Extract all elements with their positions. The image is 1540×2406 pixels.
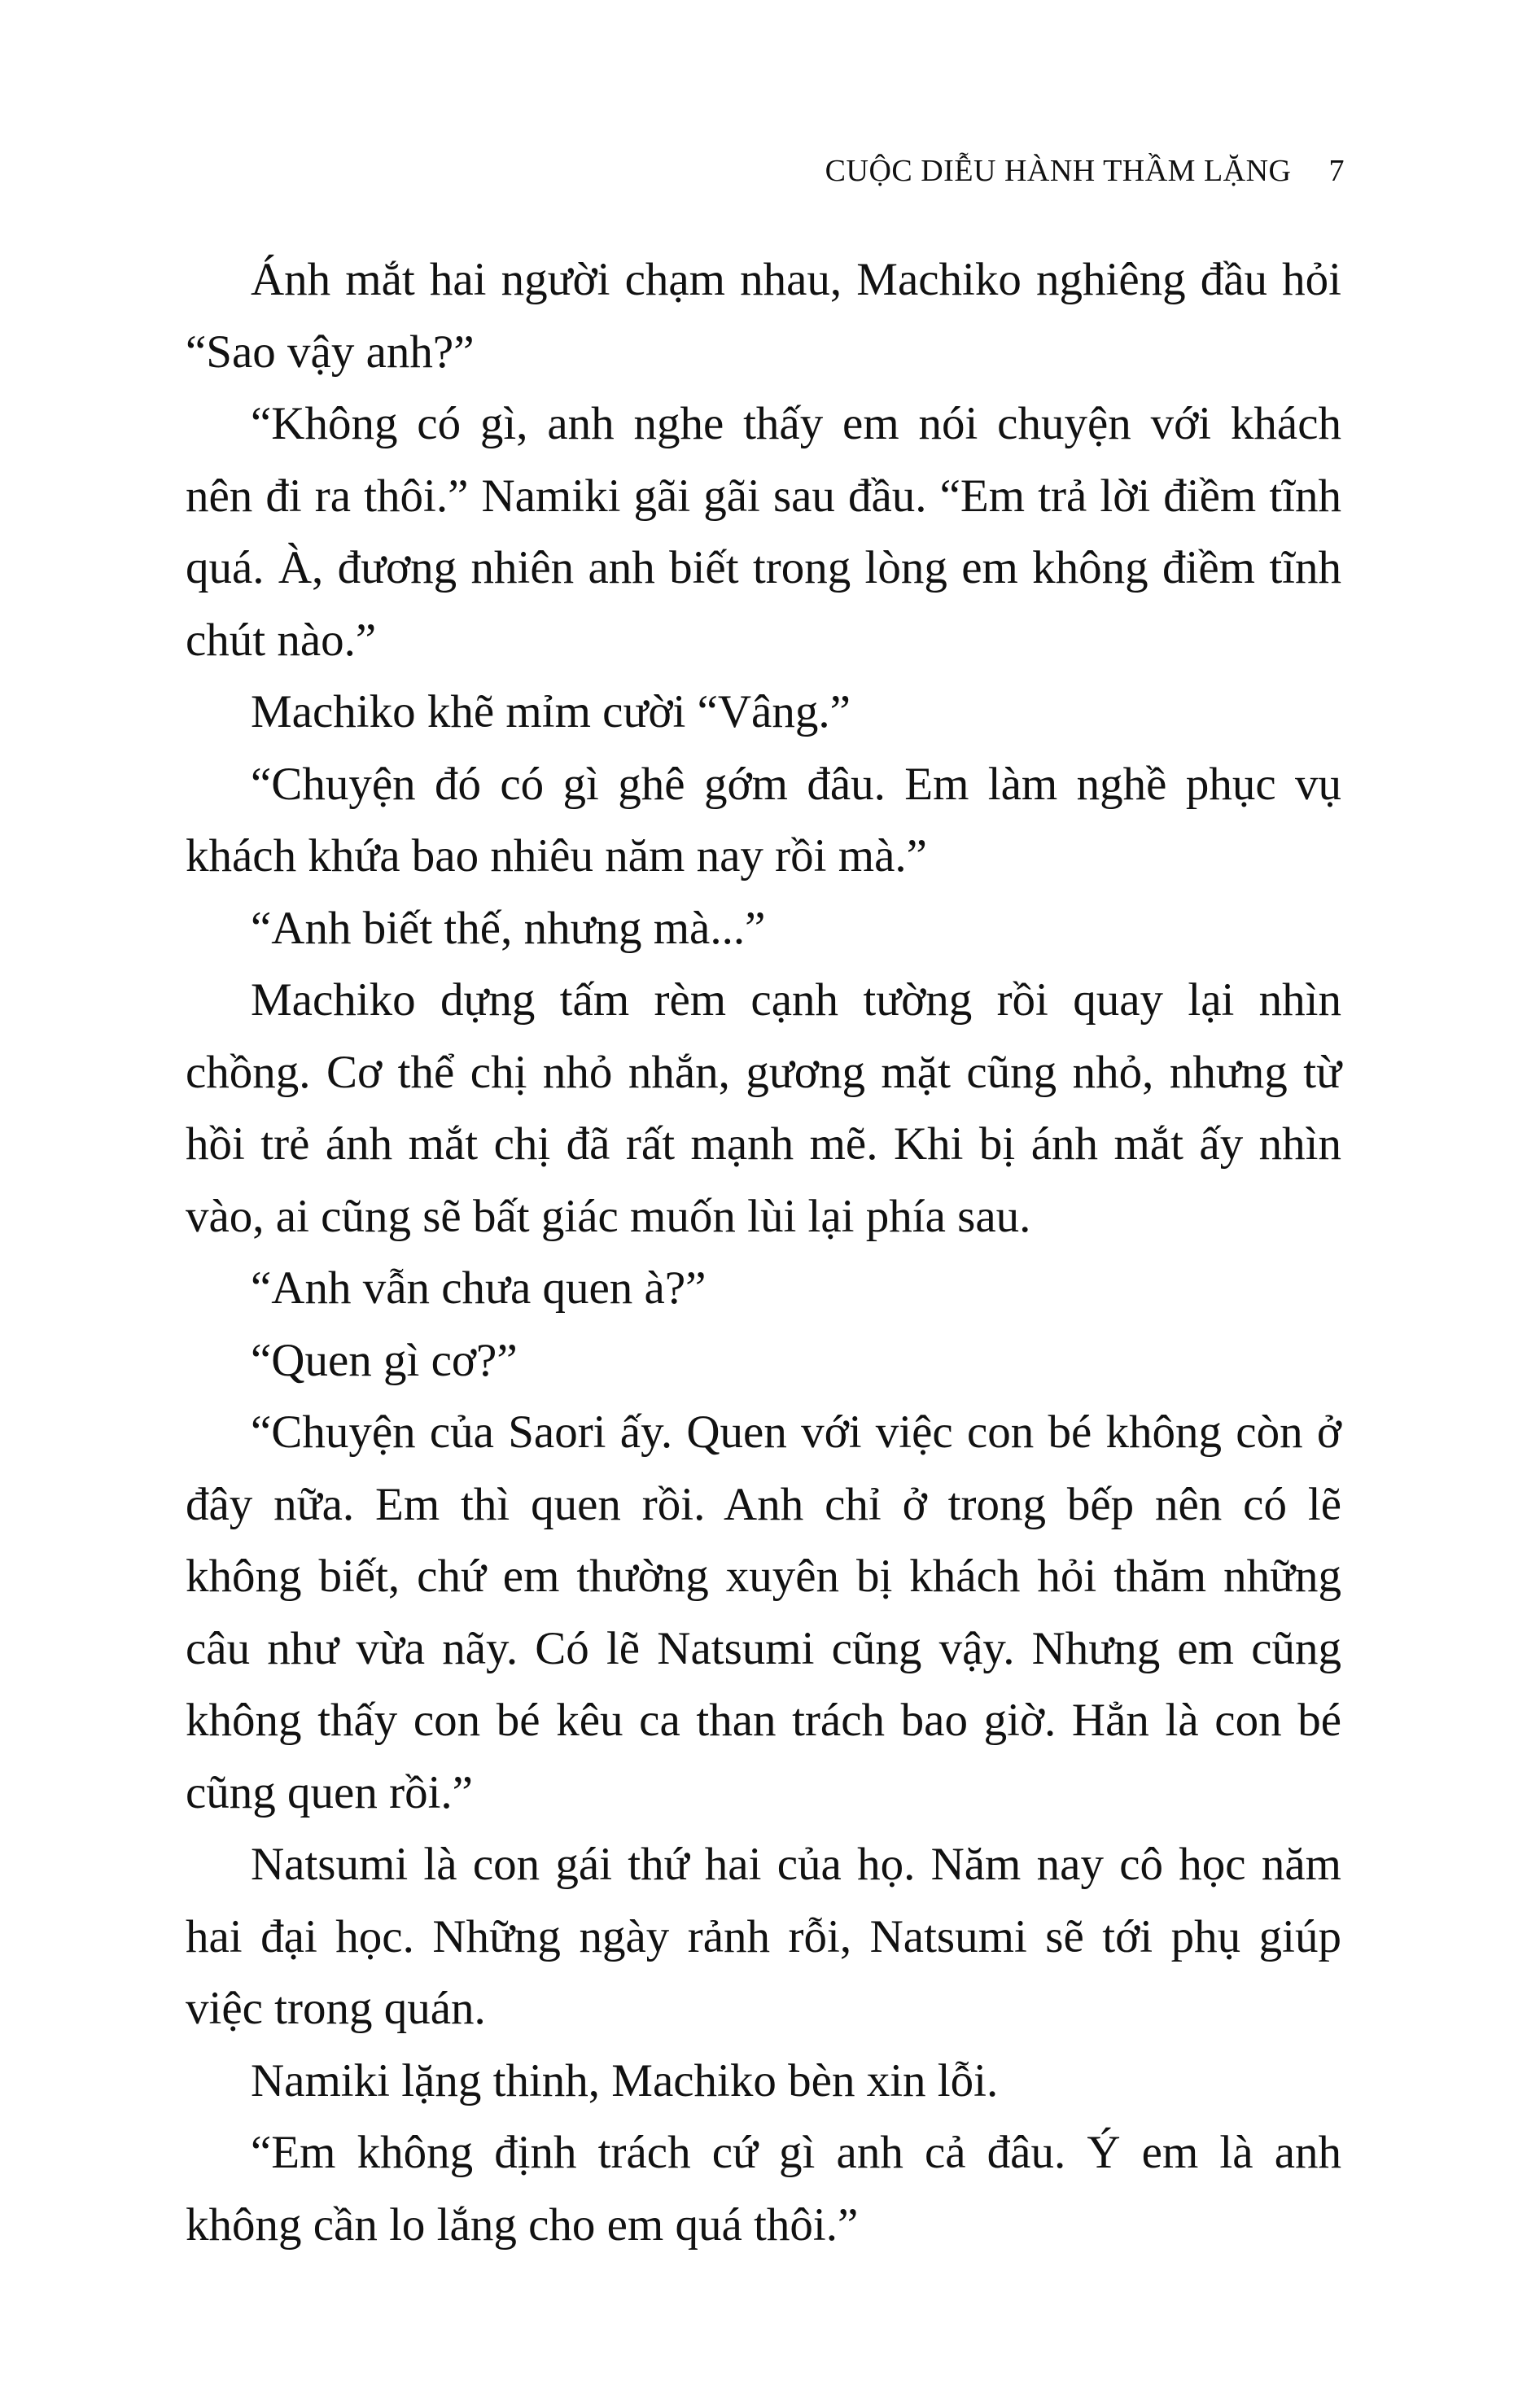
running-title: CUỘC DIỄU HÀNH THẦM LẶNG: [825, 154, 1292, 188]
paragraph: Machiko dựng tấm rèm cạnh tường rồi quay lại nhìn chồng. Cơ thể chị nhỏ nhắn, gương mặt cũng nhỏ, nhưng từ hồi trẻ ánh mắt chị đã rất mạnh mẽ. Khi bị ánh mắt ấy nhìn vào, ai cũng sẽ bất giác muốn lùi lại phía sau.: [186, 974, 1341, 1242]
body-text: [186, 244, 1341, 2261]
paragraph: Machiko khẽ mỉm cười “Vâng.”: [251, 686, 851, 737]
running-head: [825, 153, 1345, 189]
paragraph: “Chuyện của Saori ấy. Quen với việc con bé không còn ở đây nữa. Em thì quen rồi. Anh chỉ ở trong bếp nên có lẽ không biết, chứ em thường xuyên bị khách hỏi thăm những câu như vừa nãy. Có lẽ Natsumi cũng vậy. Nhưng em cũng không thấy con bé kêu ca than trách bao giờ. Hẳn là con bé cũng quen rồi.”: [186, 1406, 1341, 1818]
paragraph: Ánh mắt hai người chạm nhau, Machiko nghiêng đầu hỏi “Sao vậy anh?”: [186, 254, 1341, 378]
paragraph: “Không có gì, anh nghe thấy em nói chuyện với khách nên đi ra thôi.” Namiki gãi gãi sau đầu. “Em trả lời điềm tĩnh quá. À, đương nhiên anh biết trong lòng em không điềm tĩnh chút nào.”: [186, 398, 1341, 666]
paragraph: “Anh biết thế, nhưng mà...”: [251, 902, 766, 954]
paragraph: “Chuyện đó có gì ghê gớm đâu. Em làm nghề phục vụ khách khứa bao nhiêu năm nay rồi mà.”: [186, 758, 1341, 881]
paragraph: Natsumi là con gái thứ hai của họ. Năm nay cô học năm hai đại học. Những ngày rảnh rỗi, Natsumi sẽ tới phụ giúp việc trong quán.: [186, 1839, 1341, 2034]
page-number: 7: [1328, 154, 1345, 188]
paragraph: “Quen gì cơ?”: [251, 1334, 518, 1386]
paragraph: “Em không định trách cứ gì anh cả đâu. Ý em là anh không cần lo lắng cho em quá thôi.”: [186, 2127, 1341, 2251]
paragraph: Namiki lặng thinh, Machiko bèn xin lỗi.: [251, 2054, 999, 2106]
paragraph: “Anh vẫn chưa quen à?”: [251, 1262, 707, 1314]
